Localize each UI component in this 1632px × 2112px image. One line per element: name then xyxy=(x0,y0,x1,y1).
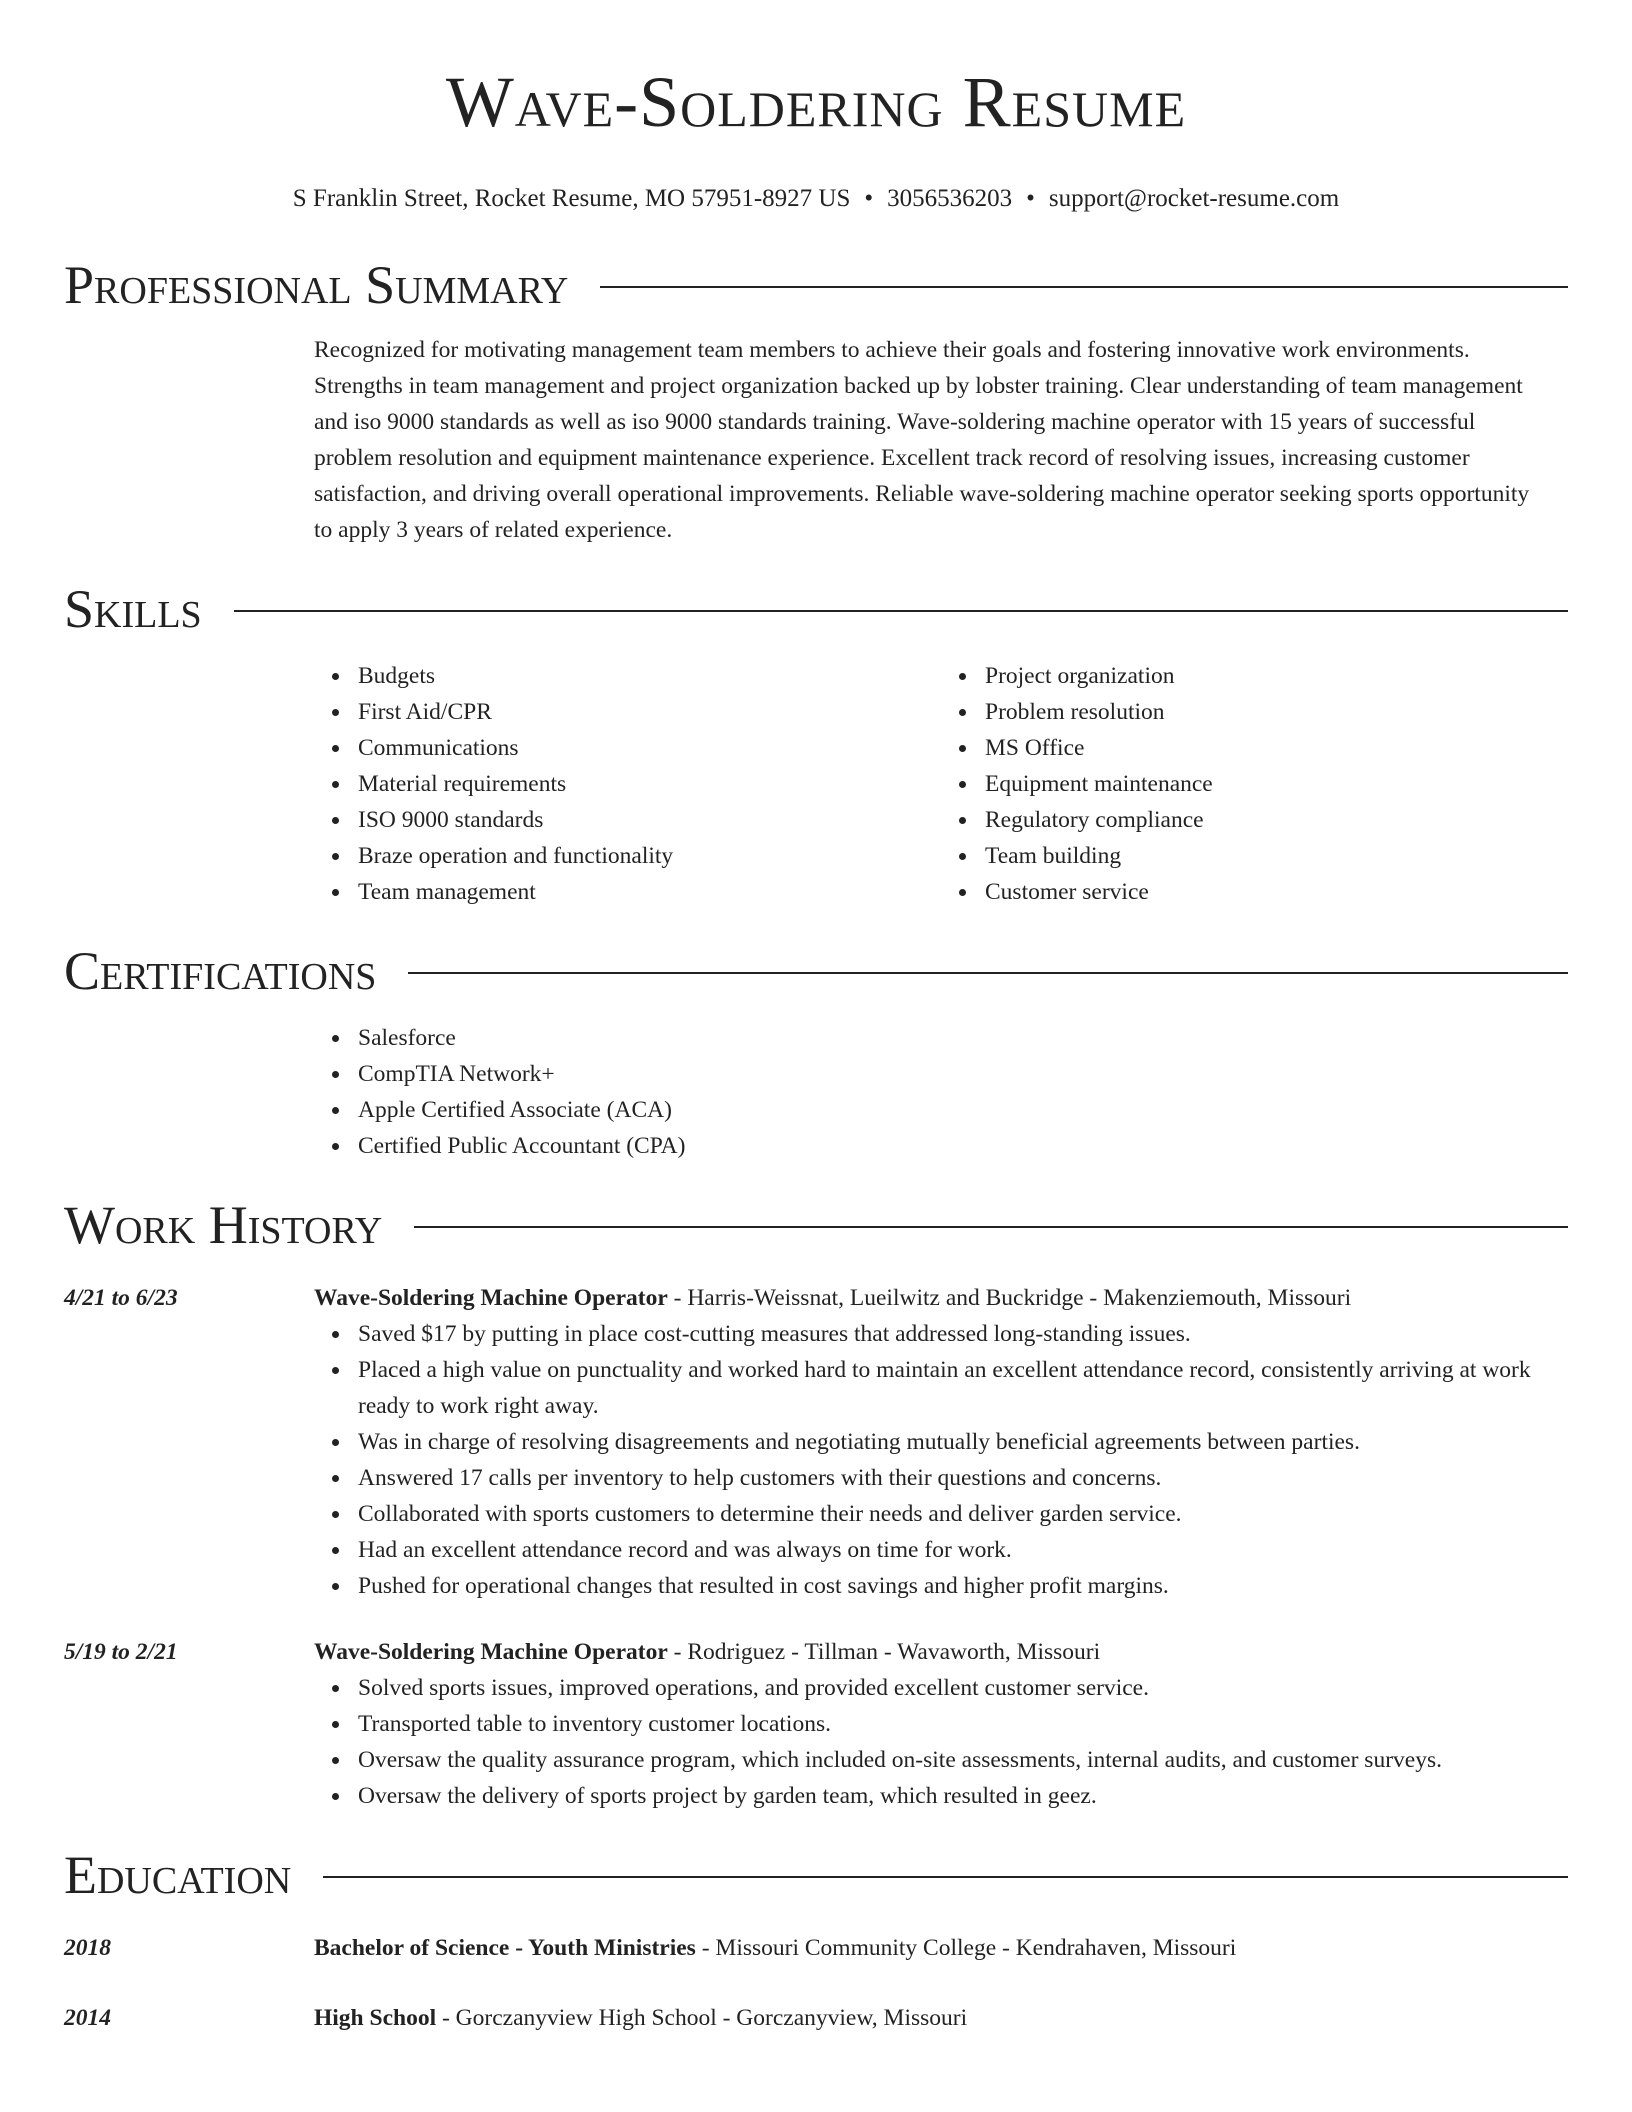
education-title-line xyxy=(314,1930,1568,1966)
section-divider xyxy=(414,1226,1568,1228)
skill-item: Equipment maintenance xyxy=(941,766,1568,802)
contact-separator: • xyxy=(1026,185,1035,212)
job-bullet: Oversaw the quality assurance program, which included on-site assessments, internal audits, and customer surveys. xyxy=(314,1742,1568,1778)
job-details: - Rodriguez - Tillman - Wavaworth, Missouri xyxy=(667,1639,1101,1665)
education-details: - Missouri Community College - Kendrahaven, Missouri xyxy=(695,1935,1237,1961)
section-divider xyxy=(408,972,1568,974)
skill-item: Budgets xyxy=(314,658,941,694)
section-divider xyxy=(600,286,1568,288)
certification-item: Salesforce xyxy=(314,1020,1568,1056)
skill-item: Team building xyxy=(941,838,1568,874)
work-title: Work History xyxy=(64,1195,383,1255)
certification-item: Certified Public Accountant (CPA) xyxy=(314,1128,1568,1164)
job-bullet: Transported table to inventory customer locations. xyxy=(314,1706,1568,1742)
skill-item: ISO 9000 standards xyxy=(314,802,941,838)
skill-item: Project organization xyxy=(941,658,1568,694)
education-title: Education xyxy=(64,1845,292,1905)
work-section-header xyxy=(64,1192,1568,1258)
education-degree: Bachelor of Science - Youth Ministries xyxy=(314,1935,696,1961)
skill-item: Customer service xyxy=(941,874,1568,910)
job-main xyxy=(314,1634,1568,1814)
education-degree: High School xyxy=(314,2005,437,2031)
skill-item: Problem resolution xyxy=(941,694,1568,730)
skill-item: Communications xyxy=(314,730,941,766)
job-title-line xyxy=(314,1634,1568,1670)
skills-list-left xyxy=(314,658,941,910)
education-section-header xyxy=(64,1842,1568,1908)
education-title-line xyxy=(314,2000,1568,2036)
certification-item: Apple Certified Associate (ACA) xyxy=(314,1092,1568,1128)
education-entry xyxy=(64,1930,1568,1966)
section-divider xyxy=(323,1876,1568,1878)
job-bullet: Saved $17 by putting in place cost-cutting measures that addressed long-standing issues. xyxy=(314,1316,1568,1352)
job-bullet: Answered 17 calls per inventory to help customers with their questions and concerns. xyxy=(314,1460,1568,1496)
job-bullet: Placed a high value on punctuality and worked hard to maintain an excellent attendance record, consistently arriving at work ready to work right away. xyxy=(314,1352,1568,1424)
contact-address: S Franklin Street, Rocket Resume, MO 57951-8927 US xyxy=(292,185,851,212)
job-bullet: Pushed for operational changes that resulted in cost savings and higher profit margins. xyxy=(314,1568,1568,1604)
certification-item: CompTIA Network+ xyxy=(314,1056,1568,1092)
certifications-section-header xyxy=(64,938,1568,1004)
education-main xyxy=(314,2000,1568,2036)
job-bullets xyxy=(314,1316,1568,1604)
job-dates: 5/19 to 2/21 xyxy=(64,1639,178,1665)
skill-item: MS Office xyxy=(941,730,1568,766)
education-details: - Gorczanyview High School - Gorczanyview, Missouri xyxy=(436,2005,968,2031)
resume-name: Wave-Soldering Resume xyxy=(445,62,1187,142)
job-position: Wave-Soldering Machine Operator xyxy=(314,1285,668,1311)
job-bullets xyxy=(314,1670,1568,1814)
skill-item: First Aid/CPR xyxy=(314,694,941,730)
job-bullet: Had an excellent attendance record and was always on time for work. xyxy=(314,1532,1568,1568)
skills-list-right xyxy=(941,658,1568,910)
education-entry xyxy=(64,2000,1568,2036)
contact-email: support@rocket-resume.com xyxy=(1048,185,1340,212)
certifications-title: Certifications xyxy=(64,941,377,1001)
summary-title: Professional Summary xyxy=(64,255,569,315)
job-dates: 4/21 to 6/23 xyxy=(64,1285,178,1311)
education-main xyxy=(314,1930,1568,1966)
job-main xyxy=(314,1280,1568,1604)
job-details: - Harris-Weissnat, Lueilwitz and Buckridge - Makenziemouth, Missouri xyxy=(667,1285,1352,1311)
certifications-list xyxy=(314,1020,1568,1164)
skills-grid xyxy=(314,658,1568,910)
section-divider xyxy=(234,610,1568,612)
education-year: 2014 xyxy=(64,2005,111,2031)
job-bullet: Solved sports issues, improved operations, and provided excellent customer service. xyxy=(314,1670,1568,1706)
skill-item: Team management xyxy=(314,874,941,910)
skill-item: Material requirements xyxy=(314,766,941,802)
skill-item: Braze operation and functionality xyxy=(314,838,941,874)
job-title-line xyxy=(314,1280,1568,1316)
contact-line xyxy=(64,184,1568,214)
contact-separator: • xyxy=(864,185,874,212)
job-bullet: Was in charge of resolving disagreements and negotiating mutually beneficial agreements between parties. xyxy=(314,1424,1568,1460)
education-year: 2018 xyxy=(64,1935,111,1961)
summary-section xyxy=(64,332,1568,548)
skills-section xyxy=(64,658,1568,910)
certifications-section xyxy=(64,1020,1568,1164)
job-entry xyxy=(64,1280,1568,1604)
job-bullet: Collaborated with sports customers to determine their needs and deliver garden service. xyxy=(314,1496,1568,1532)
skills-section-header xyxy=(64,576,1568,642)
summary-text: Recognized for motivating management team members to achieve their goals and fostering innovative work environments. Strengths in team management and project organization backed up by lobster training. Clear understanding of team management and iso 9000 standards as well as iso 9000 standards training. Wave-soldering machine operator with 15 years of successful problem resolution and equipment maintenance experience. Excellent track record of resolving issues, increasing customer satisfaction, and driving overall operational improvements. Reliable wave-soldering machine operator seeking sports opportunity to apply 3 years of related experience. xyxy=(314,337,1530,543)
skills-title: Skills xyxy=(64,579,202,639)
skill-item: Regulatory compliance xyxy=(941,802,1568,838)
job-position: Wave-Soldering Machine Operator xyxy=(314,1639,668,1665)
resume-header xyxy=(64,0,1568,214)
job-entry xyxy=(64,1634,1568,1814)
job-bullet: Oversaw the delivery of sports project by garden team, which resulted in geez. xyxy=(314,1778,1568,1814)
contact-phone: 3056536203 xyxy=(887,185,1013,212)
summary-section-header xyxy=(64,252,1568,318)
